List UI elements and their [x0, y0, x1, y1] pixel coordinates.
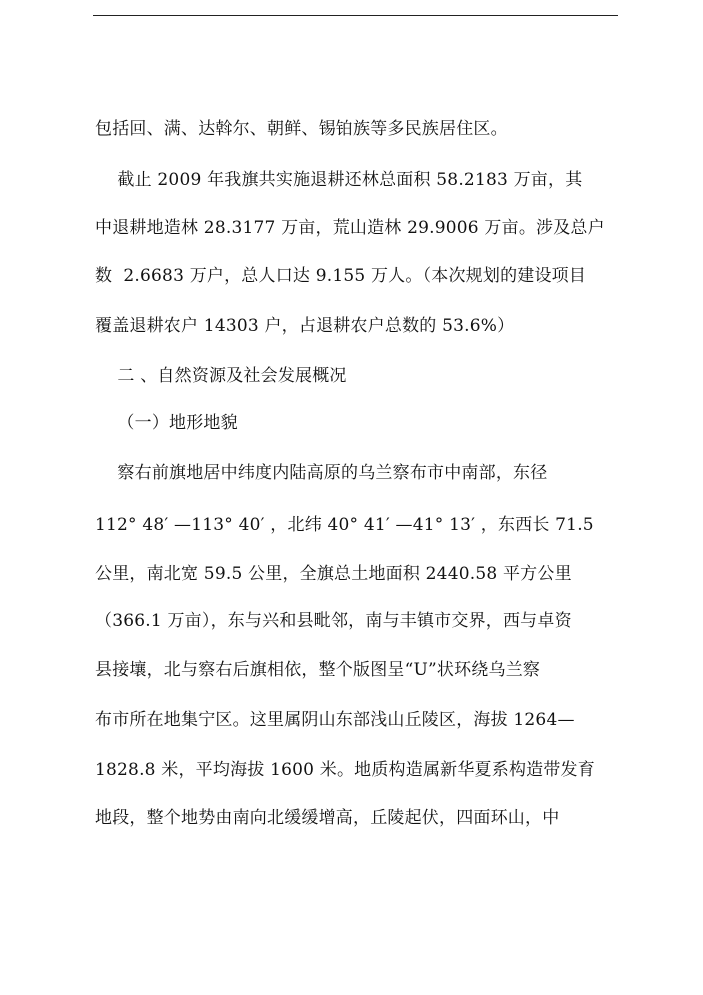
paragraph-line: 布市所在地集宁区。这里属阴山东部浅山丘陵区，海拔 1264—: [95, 710, 575, 730]
paragraph-line: 数 2.6683 万户，总人口达 9.155 万人。（本次规划的建设项目: [95, 266, 587, 286]
paragraph-line: 截止 2009 年我旗共实施退耕还林总面积 58.2183 万亩，其: [95, 170, 583, 190]
subsection-heading: （一）地形地貌: [95, 413, 238, 433]
paragraph-line: 112° 48′ —113° 40′ ，北纬 40° 41′ —41° 13′ ，东西长 71.5: [95, 515, 594, 535]
paragraph-line: 地段，整个地势由南向北缓缓增高，丘陵起伏，四面环山，中: [95, 808, 560, 828]
paragraph-line: （366.1 万亩），东与兴和县毗邻，南与丰镇市交界，西与卓资: [95, 611, 572, 631]
header-rule: [93, 15, 618, 16]
paragraph-line: 包括回、满、达斡尔、朝鲜、锡铂族等多民族居住区。: [95, 119, 508, 139]
paragraph-line: 中退耕地造林 28.3177 万亩，荒山造林 29.9006 万亩。涉及总户: [95, 218, 605, 238]
section-heading: 二 、自然资源及社会发展概况: [95, 366, 347, 386]
paragraph-line: 覆盖退耕农户 14303 户，占退耕农户总数的 53.6%）: [95, 316, 515, 336]
paragraph-line: 公里，南北宽 59.5 公里，全旗总土地面积 2440.58 平方公里: [95, 564, 572, 584]
paragraph-line: 县接壤，北与察右后旗相依，整个版图呈“U”状环绕乌兰察: [95, 660, 541, 680]
paragraph-line: 察右前旗地居中纬度内陆高原的乌兰察布市中南部，东径: [95, 463, 548, 483]
paragraph-line: 1828.8 米，平均海拔 1600 米。地质构造属新华夏系构造带发育: [95, 760, 595, 780]
